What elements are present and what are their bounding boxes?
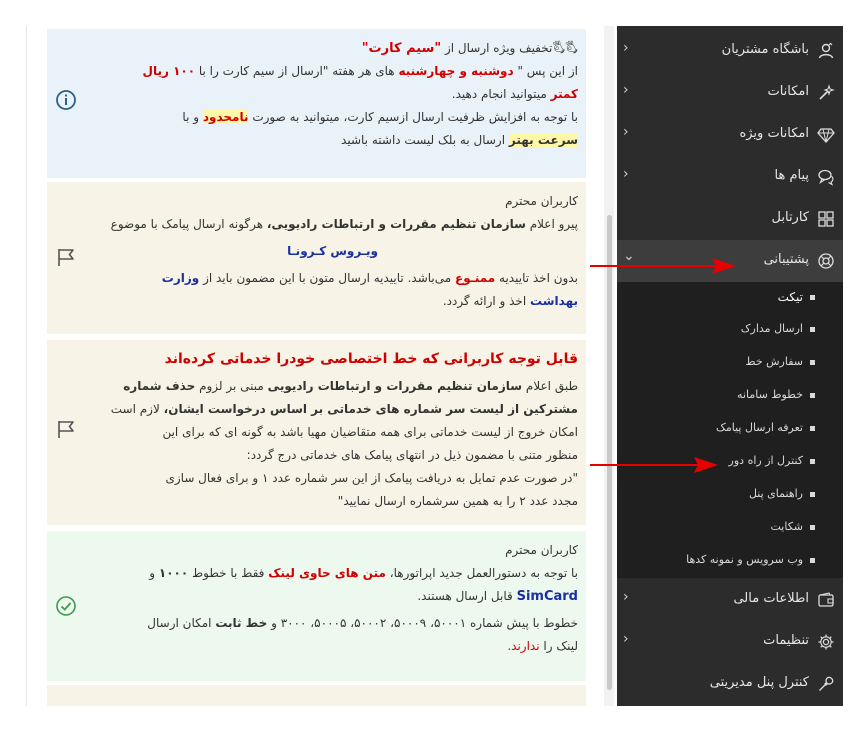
magic-wand-icon [817,84,835,102]
submenu-item-ticket[interactable]: تیکت [617,282,843,314]
chevron-left-icon: ‹ [623,631,629,647]
service-line-6: مجدد عدد ۲ را به همین سرشماره ارسال نمایید" [337,494,578,508]
info-icon [55,89,77,111]
service-line-2: مشترکین از لیست سر شماره های خدماتی بر اساس درخواست ایشان، لازم است [110,402,578,416]
submenu-item-complaint[interactable]: شکایت [617,512,843,544]
corona-line-4: بدون اخذ تاییدیه ممنـوع می‌باشد. تاییدیه ارسال متون با این مضمون باید از وزارت [161,271,578,285]
info-line-1: از این پس " دوشنبه و چهارشنبه های هر هفته "ارسال از سیم کارت را با ۱۰۰ ریال [142,64,578,78]
corona-line-5: بهداشت اخذ و ارائه گردد. [442,294,578,308]
notices-panel [26,26,586,706]
notice-link-card [47,531,586,681]
chevron-left-icon: ‹ [623,124,629,140]
notice-corona-card [47,182,586,334]
sidebar-item-admin-panel[interactable]: کنترل پنل مدیریتی [617,663,843,705]
wrench-icon [817,675,835,693]
sidebar-item-settings[interactable]: تنظیمات ‹ [617,621,843,663]
chevron-down-icon: ⌄ [623,248,635,264]
bullet-icon [810,295,815,300]
chevron-left-icon: ‹ [623,589,629,605]
sidebar-item-features[interactable]: امکانات ‹ [617,72,843,114]
bullet-icon [810,558,815,563]
notice-next-card [47,685,586,706]
sidebar-item-support[interactable]: پشتیبانی ⌄ [617,240,843,282]
submenu-item-send-documents[interactable]: ارسال مدارک [617,314,843,346]
bullet-icon [810,492,815,497]
diamond-icon [817,126,835,144]
link-line-5: لینک را ندارند. [507,639,578,653]
sidebar-item-customer-club[interactable]: باشگاه مشتریان ‹ [617,30,843,72]
submenu-item-system-lines[interactable]: خطوط سامانه [617,380,843,412]
corona-line-2: پیرو اعلام سازمان تنظیم مقررات و ارتباطات رادیویی، هرگونه ارسال پیامک با موضوع [110,217,578,231]
gear-icon [817,633,835,651]
sidebar-item-special-features[interactable]: امکانات ویژه ‹ [617,114,843,156]
grid-icon [817,210,835,228]
notice-info-card [47,29,586,178]
customer-club-icon [817,42,835,60]
corona-greeting: کاربران محترم [505,194,578,208]
bullet-icon [810,525,815,530]
submenu-item-order-line[interactable]: سفارش خط [617,347,843,379]
service-line-4: منظور متنی با مضمون ذیل در انتهای پیامک های خدماتی درج گردد: [246,448,578,462]
link-line-2: با توجه به دستورالعمل جدید اپراتورها، متن های حاوی لینک فقط با خطوط ۱۰۰۰ و [149,566,578,580]
submenu-item-web-service[interactable]: وب سرویس و نمونه کدها [617,545,843,577]
chevron-left-icon: ‹ [623,40,629,56]
submenu-item-sms-tariff[interactable]: تعرفه ارسال پیامک [617,413,843,445]
bullet-icon [810,360,815,365]
info-title: 🖏🖏تخفیف ویژه ارسال از "سیم کارت" [361,41,578,56]
service-title: قابل توجه کاربرانی که خط اختصاصی خودرا خدماتی کرده‌اند [164,351,578,367]
sidebar [617,26,843,706]
submenu-item-remote-control[interactable]: کنترل از راه دور [617,446,843,478]
service-line-3: امکان خروج از لیست خدماتی برای همه متقاضیان مهیا باشد به گونه ای که برای این [162,425,578,439]
check-circle-icon [55,595,77,617]
info-line-4: سرعت بهتر ارسال به بلک لیست داشته باشید [341,133,578,147]
flag-icon [55,246,77,268]
bullet-icon [810,459,815,464]
info-line-3: با توجه به افزایش ظرفیت ارسال ازسیم کارت، میتوانید به صورت نامحدود و با [182,110,578,124]
chevron-left-icon: ‹ [623,82,629,98]
wallet-icon [817,591,835,609]
chevron-left-icon: ‹ [623,166,629,182]
scrollbar-thumb[interactable] [607,215,612,690]
bullet-icon [810,393,815,398]
sidebar-item-cartable[interactable]: کارتابل [617,198,843,240]
info-line-2: کمتر میتوانید انجام دهید. [451,87,578,101]
service-line-5: "در صورت عدم تمایل به دریافت پیامک از این سر شماره عدد ۱ و برای فعال سازی [165,471,578,485]
flag-icon [55,418,77,440]
link-line-3: SimCard قابل ارسال هستند. [417,589,578,604]
lifebuoy-icon [817,252,835,270]
chat-bubbles-icon [817,168,835,186]
notice-service-line-card [47,340,586,525]
service-line-1: طبق اعلام سازمان تنظیم مقررات و ارتباطات رادیویی مبنی بر لزوم حذف شماره [123,379,578,393]
sidebar-item-messages[interactable]: پیام ها ‹ [617,156,843,198]
link-line-4: خطوط با پیش شماره ۵۰۰۰۱، ۵۰۰۰۹، ۵۰۰۰۲، ۵۰۰۰۵، ۳۰۰۰ و خط ثابت امکان ارسال [147,616,578,630]
corona-topic: ویـروس کـرونـا [287,244,378,258]
bullet-icon [810,327,815,332]
bullet-icon [810,426,815,431]
sidebar-item-financial-info[interactable]: اطلاعات مالی ‹ [617,579,843,621]
support-submenu [617,282,843,578]
submenu-item-panel-guide[interactable]: راهنمای پنل [617,479,843,511]
link-greeting: کاربران محترم [505,543,578,557]
